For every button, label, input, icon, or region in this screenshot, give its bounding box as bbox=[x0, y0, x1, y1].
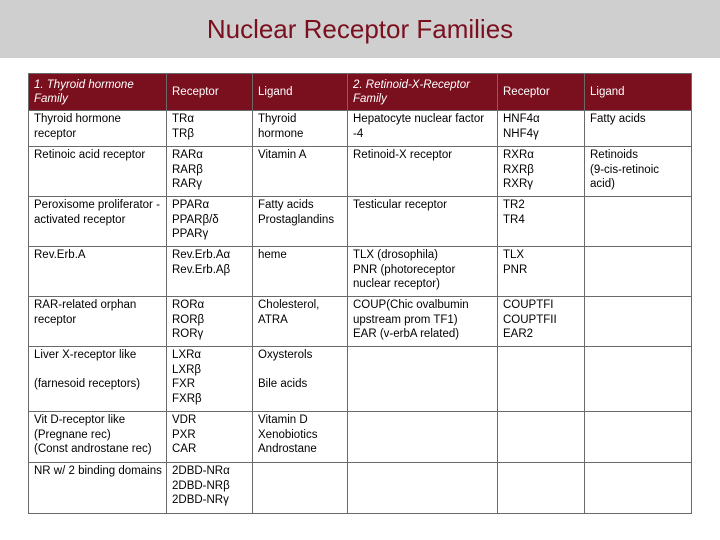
cell-text: Thyroid hormone receptor bbox=[34, 113, 121, 140]
table-row bbox=[29, 463, 692, 514]
header-ligand1: Ligand bbox=[253, 74, 348, 111]
cell-text: RORγ bbox=[172, 328, 204, 340]
cell-family1 bbox=[29, 147, 167, 197]
cell-receptor2 bbox=[498, 197, 585, 247]
cell-text: RARβ bbox=[172, 163, 203, 176]
cell-text: RAR-related orphan receptor bbox=[34, 299, 137, 326]
header-receptor2: Receptor bbox=[498, 74, 585, 111]
cell-text: RXRγ bbox=[503, 178, 534, 190]
cell-text: upstream prom TF1) bbox=[353, 313, 458, 326]
cell-text: Retinoid-X receptor bbox=[353, 149, 453, 161]
cell-text: COUPTFII bbox=[503, 313, 557, 326]
cell-family1 bbox=[29, 412, 167, 463]
cell-text: Fatty acids bbox=[590, 113, 646, 125]
table-row bbox=[29, 347, 692, 412]
cell-text: TR2 bbox=[503, 199, 525, 211]
table-row bbox=[29, 111, 692, 147]
cell-receptor1 bbox=[167, 297, 253, 347]
cell-ligand1 bbox=[253, 297, 348, 347]
cell-text: COUPTFI bbox=[503, 299, 554, 311]
cell-text: Xenobiotics bbox=[258, 428, 318, 441]
cell-receptor1 bbox=[167, 197, 253, 247]
cell-family2 bbox=[348, 147, 498, 197]
cell-text: FXRβ bbox=[172, 392, 202, 405]
table-row bbox=[29, 247, 692, 297]
cell-text: FXR bbox=[172, 378, 195, 390]
cell-receptor2 bbox=[498, 347, 585, 412]
cell-family2 bbox=[348, 463, 498, 514]
cell-text: Prostaglandins bbox=[258, 213, 335, 226]
cell-ligand1 bbox=[253, 412, 348, 463]
table-row bbox=[29, 297, 692, 347]
cell-text: EAR (v-erbA related) bbox=[353, 328, 460, 340]
cell-receptor2 bbox=[498, 247, 585, 297]
cell-ligand2 bbox=[585, 247, 692, 297]
title-bar bbox=[0, 0, 720, 58]
cell-text: LXRβ bbox=[172, 363, 201, 376]
cell-text: PXR bbox=[172, 428, 196, 441]
cell-family1 bbox=[29, 463, 167, 514]
cell-ligand1 bbox=[253, 347, 348, 412]
cell-text: Peroxisome proliferator -activated receptor bbox=[34, 199, 160, 226]
cell-text bbox=[258, 363, 343, 378]
cell-ligand2 bbox=[585, 147, 692, 197]
cell-receptor2 bbox=[498, 111, 585, 147]
cell-text: TR4 bbox=[503, 213, 525, 226]
header-family1: 1. Thyroid hormone Family bbox=[29, 74, 167, 111]
table-row bbox=[29, 197, 692, 247]
cell-text: Androstane bbox=[258, 443, 317, 455]
cell-text: EAR2 bbox=[503, 328, 534, 340]
cell-text: 2DBD-NRγ bbox=[172, 494, 229, 506]
cell-text: RXRβ bbox=[503, 163, 534, 176]
nuclear-receptor-table bbox=[28, 73, 692, 514]
cell-ligand2 bbox=[585, 197, 692, 247]
cell-receptor2 bbox=[498, 412, 585, 463]
cell-family2 bbox=[348, 347, 498, 412]
cell-family1 bbox=[29, 297, 167, 347]
cell-text: nuclear receptor) bbox=[353, 278, 440, 290]
cell-text: NR w/ 2 binding domains bbox=[34, 465, 162, 477]
cell-family2 bbox=[348, 412, 498, 463]
cell-text: RORβ bbox=[172, 313, 205, 326]
cell-text: Rev.Erb.Aα bbox=[172, 249, 231, 261]
cell-text: PNR (photoreceptor bbox=[353, 263, 456, 276]
cell-text: Oxysterols bbox=[258, 349, 313, 361]
cell-receptor2 bbox=[498, 297, 585, 347]
cell-ligand1 bbox=[253, 247, 348, 297]
cell-text: Vitamin A bbox=[258, 149, 307, 161]
cell-text: PPARα bbox=[172, 199, 210, 211]
cell-ligand1 bbox=[253, 111, 348, 147]
header-family2: 2. Retinoid-X-Receptor Family bbox=[348, 74, 498, 111]
cell-receptor1 bbox=[167, 463, 253, 514]
header-receptor1: Receptor bbox=[167, 74, 253, 111]
cell-text: Fatty acids bbox=[258, 199, 314, 211]
cell-family1 bbox=[29, 347, 167, 412]
cell-family1 bbox=[29, 111, 167, 147]
cell-ligand1 bbox=[253, 197, 348, 247]
cell-text: RXRα bbox=[503, 149, 534, 161]
cell-ligand2 bbox=[585, 297, 692, 347]
cell-family1 bbox=[29, 247, 167, 297]
cell-text: Hepatocyte nuclear factor -4 bbox=[353, 113, 485, 140]
cell-receptor1 bbox=[167, 412, 253, 463]
cell-text: HNF4α bbox=[503, 113, 540, 125]
cell-receptor1 bbox=[167, 247, 253, 297]
cell-text: Liver X-receptor like bbox=[34, 349, 137, 361]
cell-text: Testicular receptor bbox=[353, 199, 447, 211]
cell-text: Thyroid hormone bbox=[258, 113, 304, 140]
table-header-row bbox=[29, 74, 692, 111]
cell-ligand1 bbox=[253, 147, 348, 197]
cell-text: LXRα bbox=[172, 349, 202, 361]
cell-text: Cholesterol, ATRA bbox=[258, 299, 320, 326]
cell-text: (Const androstane rec) bbox=[34, 443, 152, 455]
cell-family1 bbox=[29, 197, 167, 247]
cell-text: CAR bbox=[172, 443, 197, 455]
header-ligand2: Ligand bbox=[585, 74, 692, 111]
cell-text: heme bbox=[258, 249, 287, 261]
cell-text: RARα bbox=[172, 149, 203, 161]
cell-text: (Pregnane rec) bbox=[34, 428, 111, 441]
cell-text: COUP(Chic ovalbumin bbox=[353, 299, 469, 311]
cell-family2 bbox=[348, 297, 498, 347]
cell-receptor2 bbox=[498, 463, 585, 514]
cell-text: Vitamin D bbox=[258, 414, 308, 426]
cell-family2 bbox=[348, 197, 498, 247]
cell-ligand2 bbox=[585, 412, 692, 463]
cell-family2 bbox=[348, 111, 498, 147]
cell-text: PPARγ bbox=[172, 228, 209, 240]
cell-text: 2DBD-NRβ bbox=[172, 479, 230, 492]
cell-text: RARγ bbox=[172, 178, 203, 190]
cell-text bbox=[34, 363, 162, 378]
cell-text: VDR bbox=[172, 414, 197, 426]
cell-text: TRα bbox=[172, 113, 194, 125]
cell-receptor1 bbox=[167, 347, 253, 412]
cell-receptor2 bbox=[498, 147, 585, 197]
cell-text: 2DBD-NRα bbox=[172, 465, 230, 477]
cell-ligand2 bbox=[585, 463, 692, 514]
cell-text: NHF4γ bbox=[503, 127, 539, 140]
cell-text: PNR bbox=[503, 263, 528, 276]
table-row bbox=[29, 147, 692, 197]
cell-family2 bbox=[348, 247, 498, 297]
cell-text: TLX (drosophila) bbox=[353, 249, 439, 261]
cell-text: Retinoic acid receptor bbox=[34, 149, 146, 161]
cell-receptor1 bbox=[167, 147, 253, 197]
cell-ligand2 bbox=[585, 347, 692, 412]
cell-text: acid) bbox=[590, 178, 615, 190]
cell-text: PPARβ/δ bbox=[172, 213, 219, 226]
cell-ligand2 bbox=[585, 111, 692, 147]
cell-receptor1 bbox=[167, 111, 253, 147]
cell-text: TLX bbox=[503, 249, 525, 261]
cell-text: Bile acids bbox=[258, 378, 308, 390]
cell-text: (9-cis-retinoic bbox=[590, 163, 660, 176]
cell-ligand1 bbox=[253, 463, 348, 514]
cell-text: Retinoids bbox=[590, 149, 638, 161]
cell-text: TRβ bbox=[172, 127, 194, 140]
cell-text: Rev.Erb.Aβ bbox=[172, 263, 231, 276]
cell-text: Vit D-receptor like bbox=[34, 414, 126, 426]
page-title: Nuclear Receptor Families bbox=[206, 13, 514, 44]
cell-text: Rev.Erb.A bbox=[34, 249, 86, 261]
cell-text: (farnesoid receptors) bbox=[34, 378, 141, 390]
cell-text: RORα bbox=[172, 299, 205, 311]
table-row bbox=[29, 412, 692, 463]
